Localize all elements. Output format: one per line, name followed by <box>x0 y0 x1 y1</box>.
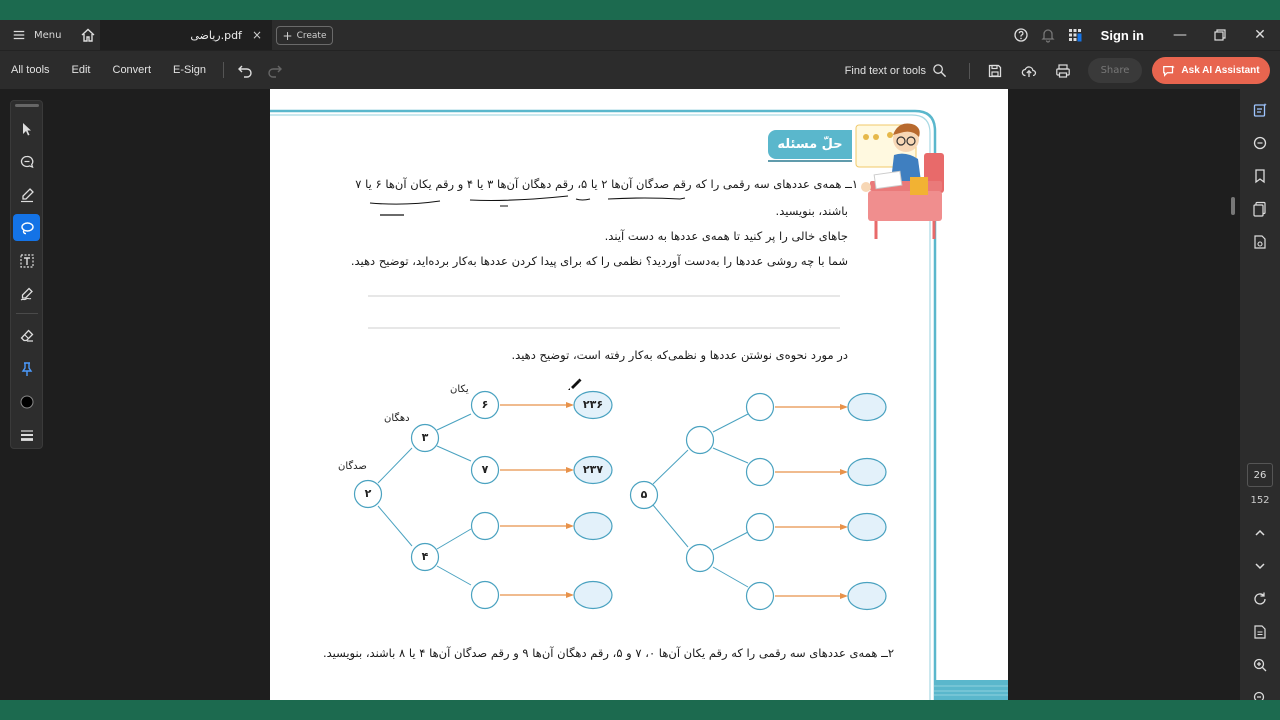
tree-ones-node-2: ۷ <box>481 463 489 476</box>
quick-tools-panel <box>10 100 43 449</box>
tree-tens-node-bottom: ۴ <box>421 550 429 563</box>
page-fit-icon <box>1252 624 1268 640</box>
cloud-upload-icon <box>1021 63 1037 79</box>
share-button[interactable]: Share <box>1088 58 1142 83</box>
save-button[interactable] <box>980 56 1010 86</box>
line-weight-tool[interactable] <box>13 421 40 448</box>
help-icon <box>1013 27 1029 43</box>
pen-icon <box>19 187 35 203</box>
eraser-tool[interactable] <box>13 322 40 349</box>
question-2-line: ۲ــ همه‌ی عددهای سه رقمی را که رقم یکان آن‌ها ۰، ۷ و ۵، رقم دهگان آن‌ها ۹ و رقم صدگان آن‌ها ۴ یا ۸ باشند، بنویسید. <box>322 646 894 660</box>
tree-result-2: ۲۳۷ <box>582 463 604 476</box>
tens-label: دهگان <box>384 413 410 424</box>
attachments-button[interactable] <box>1240 225 1280 258</box>
all-tools-button[interactable]: All tools <box>11 64 50 76</box>
bell-icon <box>1040 27 1056 43</box>
hamburger-icon <box>12 28 26 42</box>
draw-freehand-tool[interactable] <box>13 214 40 241</box>
redo-icon <box>267 62 283 78</box>
zoom-in-icon <box>1252 657 1268 673</box>
undo-button[interactable] <box>230 55 260 85</box>
zoom-in-button[interactable] <box>1240 648 1280 681</box>
question-1-line-2: باشند، بنویسید. <box>775 204 848 218</box>
notifications-button[interactable] <box>1035 20 1062 50</box>
tree-ones-node-1: ۶ <box>481 398 489 411</box>
chevron-down-icon <box>1252 558 1268 574</box>
find-label: Find text or tools <box>844 64 926 77</box>
line-weight-icon <box>19 427 35 443</box>
edit-button[interactable]: Edit <box>71 64 91 76</box>
sign-tool[interactable] <box>13 280 40 307</box>
signature-pen-icon <box>19 286 35 302</box>
toolbar-divider <box>223 62 224 78</box>
next-page-button[interactable] <box>1240 549 1280 582</box>
page-thumbnails-button[interactable] <box>1240 192 1280 225</box>
create-button[interactable] <box>276 26 333 45</box>
file-share-icon <box>1252 234 1268 250</box>
question-1-line-3: جاهای خالی را پر کنید تا همه‌ی عددها به دست آیند. <box>604 229 848 243</box>
document-tab[interactable] <box>100 20 272 50</box>
create-label: Create <box>296 30 327 41</box>
section-title: حلّ مسئله <box>768 130 852 159</box>
window-top-strip <box>0 0 1280 20</box>
student-illustration <box>856 123 944 239</box>
home-icon <box>80 27 96 43</box>
fit-page-button[interactable] <box>1240 615 1280 648</box>
panel-drag-handle[interactable] <box>15 104 39 107</box>
upload-button[interactable] <box>1014 56 1044 86</box>
comment-tool[interactable] <box>13 148 40 175</box>
question-1-line-1: ۱ــ همه‌ی عددهای سه رقمی را که رقم صدگان آن‌ها ۲ یا ۵، رقم دهگان آن‌ها ۳ یا ۴ و رقم یکان آن‌ها ۶ یا ۷ <box>355 177 858 191</box>
cursor-arrow-icon <box>19 121 35 137</box>
lasso-icon <box>19 220 35 236</box>
pages-icon <box>1252 201 1268 217</box>
document-tab-title: ریاضی.pdf <box>190 28 242 42</box>
ai-document-icon <box>1252 102 1268 118</box>
color-swatch-icon <box>19 394 35 410</box>
document-scrollbar[interactable] <box>1231 197 1235 215</box>
close-tab-icon[interactable]: × <box>251 28 262 42</box>
plus-icon: + <box>282 28 293 43</box>
question-1-line-4: شما با چه روشی عددها را به‌دست آوردید؟ نظمی را که برای پیدا کردن عددها به‌کار برده‌اید، توضیح دهید. <box>350 254 848 268</box>
restore-icon <box>1214 29 1226 41</box>
restore-button[interactable] <box>1200 20 1240 50</box>
pin-icon <box>19 361 35 377</box>
find-tools-button[interactable] <box>845 63 959 78</box>
ai-assistant-icon <box>1162 64 1176 78</box>
bookmark-icon <box>1252 168 1268 184</box>
print-button[interactable] <box>1048 56 1078 86</box>
menu-label: Menu <box>34 29 62 41</box>
menu-button[interactable] <box>0 20 73 50</box>
ask-ai-label: Ask AI Assistant <box>1181 65 1260 76</box>
color-picker[interactable] <box>13 388 40 415</box>
bookmarks-button[interactable] <box>1240 159 1280 192</box>
eraser-icon <box>19 328 35 344</box>
minimize-icon: — <box>1173 27 1187 43</box>
ones-label: یکان <box>450 384 469 395</box>
undo-icon <box>237 62 253 78</box>
close-window-button[interactable] <box>1240 20 1280 50</box>
help-button[interactable] <box>1008 20 1035 50</box>
search-icon <box>932 63 947 78</box>
comment-circle-icon <box>1252 135 1268 151</box>
pin-tool[interactable] <box>13 355 40 382</box>
panel-divider <box>16 313 38 314</box>
question-1-line-5: در مورد نحوه‌ی نوشتن عددها و نظمی‌که به‌کار رفته است، توضیح دهید. <box>511 348 848 362</box>
sign-in-button[interactable]: Sign in <box>1100 27 1144 43</box>
panel-spacer <box>1240 258 1280 463</box>
printer-icon <box>1055 63 1071 79</box>
right-side-panel <box>1240 89 1280 700</box>
hundreds-label: صدگان <box>338 461 367 472</box>
window-bottom-strip <box>0 700 1280 720</box>
home-button[interactable] <box>73 20 103 50</box>
tree-root-node: ۲ <box>364 487 372 500</box>
apps-grid-icon <box>1067 27 1083 43</box>
esign-button[interactable]: E-Sign <box>173 64 207 76</box>
tree-tens-node-top: ۳ <box>421 431 429 444</box>
rotate-button[interactable] <box>1240 582 1280 615</box>
select-tool[interactable] <box>13 115 40 142</box>
apps-button[interactable] <box>1062 20 1089 50</box>
tree-result-1: ۲۳۶ <box>582 398 604 411</box>
highlight-tool[interactable] <box>13 181 40 208</box>
minimize-button[interactable] <box>1160 20 1200 50</box>
pen-cursor-icon <box>568 379 582 391</box>
current-page-input[interactable]: 26 <box>1247 463 1273 487</box>
ask-ai-assistant-button[interactable] <box>1152 57 1270 84</box>
tab-bar <box>0 20 1280 50</box>
chevron-up-icon <box>1252 525 1268 541</box>
text-select-tool[interactable] <box>13 247 40 274</box>
main-toolbar <box>0 50 1280 89</box>
save-icon <box>987 63 1003 79</box>
close-icon: ✕ <box>1254 27 1266 43</box>
total-pages: 152 <box>1250 495 1270 506</box>
text-box-icon <box>19 253 35 269</box>
toolbar-divider <box>969 63 970 79</box>
redo-button[interactable] <box>260 55 290 85</box>
rotate-icon <box>1252 591 1268 607</box>
comment-icon <box>19 154 35 170</box>
right-tree-root-node: ۵ <box>640 488 648 501</box>
convert-button[interactable]: Convert <box>112 64 152 76</box>
ai-summary-button[interactable] <box>1240 93 1280 126</box>
previous-page-button[interactable] <box>1240 516 1280 549</box>
pdf-page <box>270 89 1008 700</box>
comments-panel-button[interactable] <box>1240 126 1280 159</box>
